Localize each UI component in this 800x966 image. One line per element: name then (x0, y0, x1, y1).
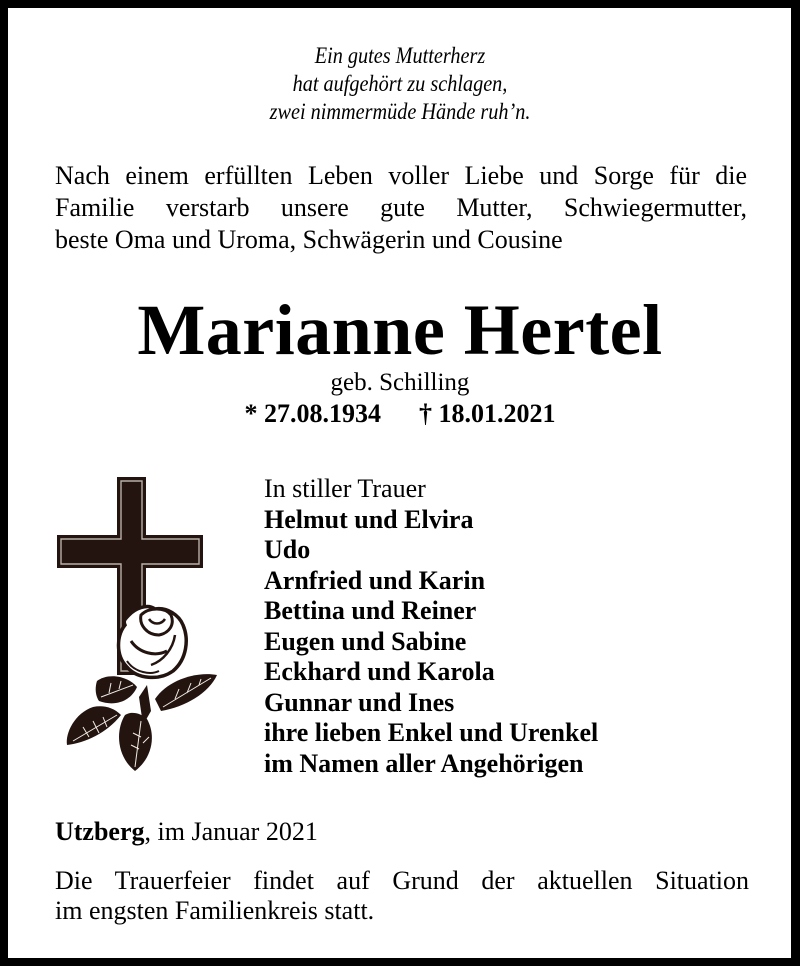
intro-line: Familie verstarb unsere gute Mutter, Schwiegermutter, (55, 193, 747, 222)
maiden-name: geb. Schilling (330, 369, 470, 396)
cross-with-rose-icon (55, 475, 225, 775)
intro-paragraph (55, 160, 747, 256)
verse-line: hat aufgehört zu schlagen, (292, 71, 508, 96)
life-dates (0, 398, 800, 430)
verse-line: Ein gutes Mutterherz (314, 43, 486, 68)
funeral-notice (55, 866, 749, 926)
mourner-name: Gunnar und Ines (264, 687, 455, 717)
mourner-name: Eckhard und Karola (264, 657, 495, 686)
mourner-name: Eugen und Sabine (264, 626, 467, 656)
birth-date: * 27.08.1934 (244, 399, 381, 428)
mourner-name: im Namen aller Angehörigen (264, 748, 584, 778)
deceased-name: Marianne Hertel (137, 290, 663, 370)
death-date: † 18.01.2021 (419, 399, 556, 428)
mourner-name: Bettina und Reiner (264, 596, 477, 625)
place-date: , im Januar 2021 (144, 817, 318, 846)
verse-line: zwei nimmermüde Hände ruh’n. (269, 99, 531, 124)
intro-line: beste Oma und Uroma, Schwägerin und Cousine (55, 225, 563, 254)
mourners-list (264, 474, 598, 779)
mourner-name: ihre lieben Enkel und Urenkel (264, 718, 599, 747)
mourners-intro: In stiller Trauer (264, 474, 426, 503)
memorial-verse (48, 42, 752, 126)
mourner-name: Udo (264, 535, 311, 564)
rose-icon (119, 607, 187, 678)
intro-line: Nach einem erfüllten Leben voller Liebe und Sorge für die (55, 161, 747, 190)
notice-line: im engsten Familienkreis statt. (55, 896, 375, 925)
place-town: Utzberg (55, 817, 145, 846)
leaves-icon (67, 674, 217, 771)
mourner-name: Arnfried und Karin (264, 565, 486, 595)
place-and-date (55, 816, 318, 848)
mourner-name: Helmut und Elvira (264, 504, 474, 534)
notice-line: Die Trauerfeier findet auf Grund der aktuellen Situation (55, 866, 749, 895)
